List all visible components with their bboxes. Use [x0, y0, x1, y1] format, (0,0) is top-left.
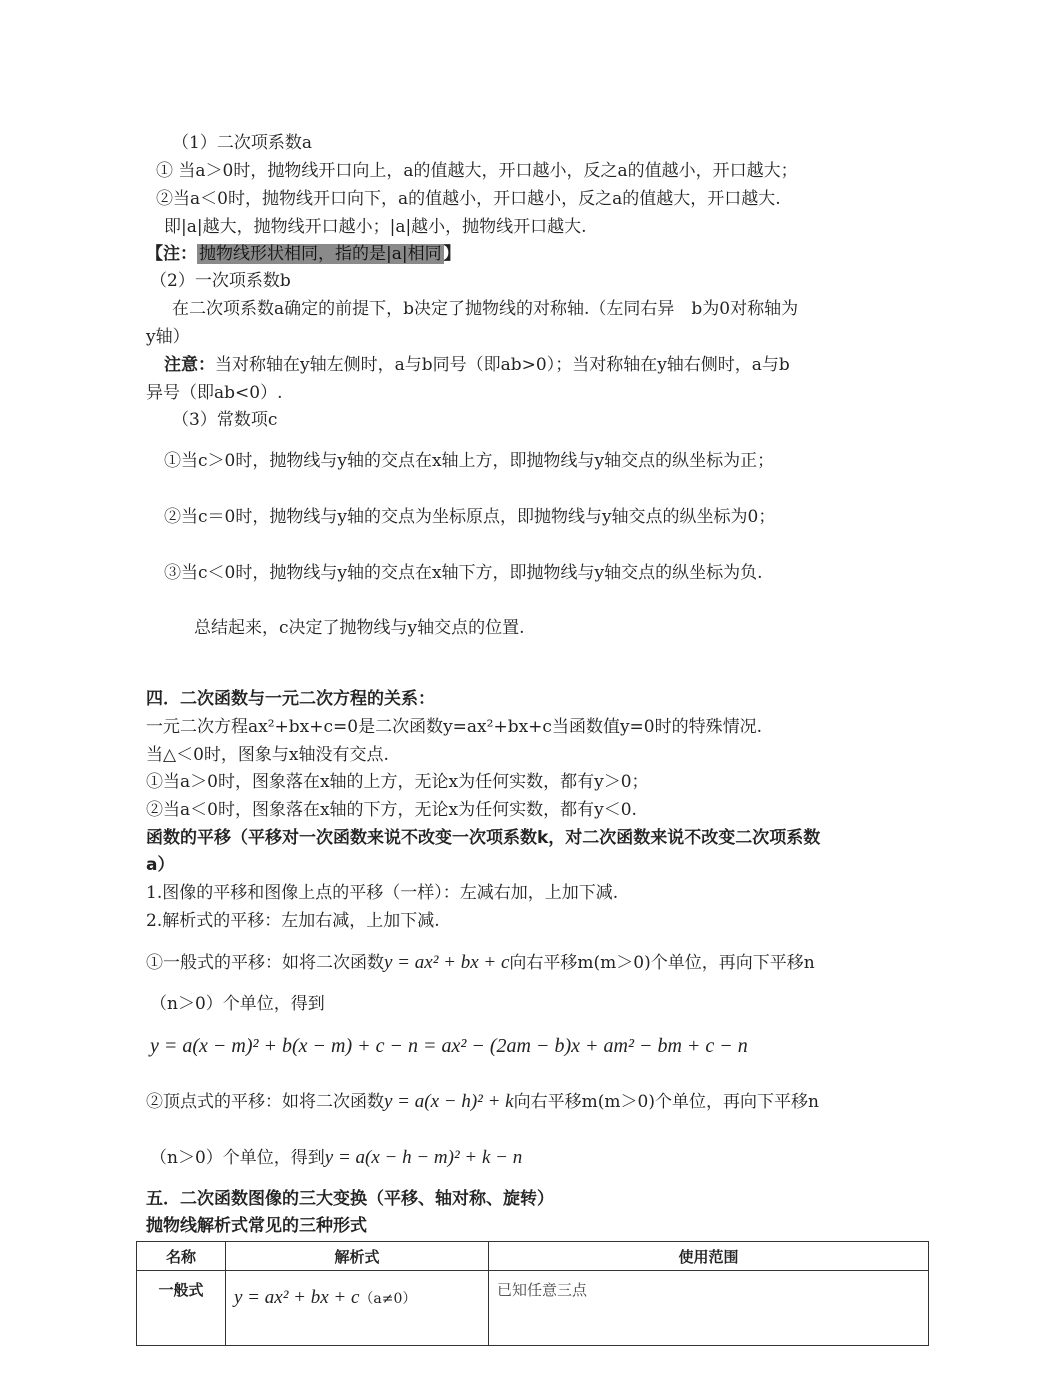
vertex-result: y = a(x − h − m)² + k − n	[324, 1147, 523, 1168]
b-note-label: 注意：	[164, 355, 215, 375]
a-title: （1）二次项系数a	[172, 133, 312, 153]
general-pre: ①一般式的平移：如将二次函数	[146, 953, 384, 973]
vertex-pre: ②顶点式的平移：如将二次函数	[146, 1092, 384, 1112]
row-formula: y = ax² + bx + c	[234, 1287, 360, 1308]
note-highlight: 抛物线形状相同，指的是|a|相同	[199, 244, 442, 264]
note-close: 】	[443, 244, 461, 264]
row-formula-cell	[226, 1271, 489, 1346]
vertex-post: 向右平移m(m＞0)个单位，再向下平移n	[513, 1092, 819, 1112]
row-usage: 已知任意三点	[489, 1271, 929, 1346]
row-condition: （a≠0）	[359, 1291, 417, 1307]
a-line-2: ②当a＜0时，抛物线开口向下，a的值越小，开口越小，反之a的值越大，开口越大.	[156, 189, 781, 209]
shift-heading-1: 函数的平移（平移对一次函数来说不改变一次项系数k，对二次函数来说不改变二次项系数	[146, 828, 821, 848]
b-line-1: 在二次项系数a确定的前提下，b决定了抛物线的对称轴.（左同右异 b为0对称轴为	[172, 299, 799, 319]
general-result: y = a(x − m)² + b(x − m) + c − n = ax² − (2am − b)x + am² − bm + c − n	[150, 1035, 748, 1057]
note-open: 【注：	[146, 244, 197, 264]
s4-line-1: 一元二次方程ax²+bx+c=0是二次函数y=ax²+bx+c当函数值y=0时的特殊情况.	[146, 717, 763, 737]
s4-line-2: 当△＜0时，图象与x轴没有交点.	[146, 745, 389, 765]
row-name: 一般式	[137, 1271, 226, 1346]
a-line-3: 即|a|越大，抛物线开口越小；|a|越小，抛物线开口越大.	[164, 217, 587, 237]
header-name: 名称	[137, 1242, 226, 1271]
shift-heading-2: a）	[146, 855, 175, 875]
header-formula: 解析式	[226, 1242, 489, 1271]
b-note-line-1	[164, 354, 790, 376]
vertex-shift-line	[146, 1091, 819, 1113]
shift-line-1: 1.图像的平移和图像上点的平移（一样）：左减右加，上加下减.	[146, 883, 619, 903]
vertex-formula: y = a(x − h)² + k	[384, 1091, 514, 1112]
c-summary: 总结起来，c决定了抛物线与y轴交点的位置.	[194, 618, 525, 638]
general-cont: （n＞0）个单位，得到	[150, 994, 325, 1014]
section-5-heading: 五．二次函数图像的三大变换（平移、轴对称、旋转）	[146, 1189, 554, 1209]
c-line-2: ②当c＝0时，抛物线与y轴的交点为坐标原点，即抛物线与y轴交点的纵坐标为0；	[164, 507, 776, 527]
shift-line-2: 2.解析式的平移：左加右减，上加下减.	[146, 911, 440, 931]
parabola-forms-table	[136, 1241, 929, 1346]
table-row	[137, 1271, 929, 1346]
c-title: （3）常数项c	[172, 410, 278, 430]
section-4-heading: 四．二次函数与一元二次方程的关系：	[146, 689, 435, 709]
general-shift-line	[146, 952, 815, 974]
c-line-3: ③当c＜0时，抛物线与y轴的交点在x轴下方，即抛物线与y轴交点的纵坐标为负.	[164, 563, 763, 583]
general-post: 向右平移m(m＞0)个单位，再向下平移n	[509, 953, 815, 973]
s4-line-4: ②当a＜0时，图象落在x轴的下方，无论x为任何实数，都有y＜0.	[146, 800, 637, 820]
vertex-line-2	[150, 1147, 522, 1169]
section-5-subheading: 抛物线解析式常见的三种形式	[146, 1216, 367, 1236]
b-line-2: y轴）	[146, 327, 190, 347]
note-line	[146, 243, 461, 265]
general-formula: y = ax² + bx + c	[384, 952, 510, 973]
a-line-1: ① 当a＞0时，抛物线开口向上，a的值越大，开口越小，反之a的值越小，开口越大；	[156, 161, 798, 181]
b-title: （2）一次项系数b	[150, 271, 291, 291]
s4-line-3: ①当a＞0时，图象落在x轴的上方，无论x为任何实数，都有y＞0；	[146, 772, 649, 792]
b-note-line-2: 异号（即ab<0）.	[146, 383, 283, 403]
c-line-1: ①当c＞0时，抛物线与y轴的交点在x轴上方，即抛物线与y轴交点的纵坐标为正；	[164, 451, 775, 471]
header-usage: 使用范围	[489, 1242, 929, 1271]
vertex-cont: （n＞0）个单位，得到	[150, 1148, 325, 1168]
table-header-row	[137, 1242, 929, 1271]
b-note-text-1: 当对称轴在y轴左侧时，a与b同号（即ab>0）；当对称轴在y轴右侧时，a与b	[215, 355, 790, 375]
